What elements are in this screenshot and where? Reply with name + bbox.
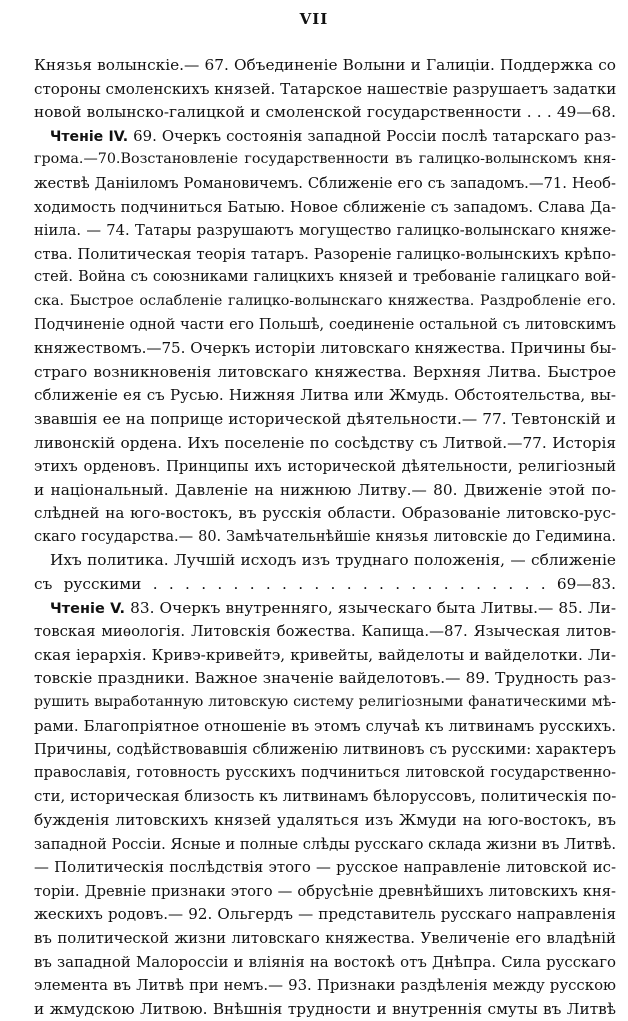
- line-text: Ихъ политика. Лучшій исходъ изъ труднаго положенія, — сближеніе: [50, 551, 616, 570]
- line-text: православія, готовность русскихъ подчиниться литовской государственно-: [34, 764, 616, 781]
- text-line: [34, 243, 616, 267]
- line-text: княжествомъ.—75. Очеркъ исторіи литовскаго княжества. Причины бы-: [34, 339, 616, 358]
- line-text: сти, историческая близость къ литвинамъ бѣлоруссовъ, политическія по-: [34, 787, 616, 806]
- text-line: [34, 148, 616, 172]
- line-text: ходимость подчиниться Батыю. Новое сближеніе съ западомъ. Слава Да-: [34, 197, 616, 216]
- text-line: [34, 597, 616, 621]
- text-line: [34, 833, 616, 857]
- line-text: ска. Быстрое ослабленіе галицко-волынскаго княжества. Раздробленіе его.: [34, 292, 616, 309]
- text-line: [34, 432, 616, 456]
- line-text: ства. Политическая теорія татаръ. Разореніе галицко-волынскихъ крѣпо-: [34, 244, 616, 263]
- text-line: [34, 738, 616, 762]
- text-line: [34, 549, 616, 573]
- line-text: въ политической жизни литовскаго княжества. Увеличеніе его владѣній: [34, 928, 616, 947]
- text-line: [34, 479, 616, 503]
- text-line: [34, 408, 616, 432]
- line-text: бужденія литовскихъ князей удаляться изъ Жмуди на юго-востокъ, въ: [34, 811, 616, 829]
- line-text: Подчиненіе одной части его Польшѣ, соединеніе остальной съ литовскимъ: [34, 316, 616, 333]
- line-text: элемента въ Литвѣ при немъ.— 93. Признаки раздѣленія между русскою: [34, 976, 616, 995]
- line-text: сближеніе ея съ Русью. Нижняя Литва или Жмудь. Обстоятельства, вы-: [34, 386, 616, 405]
- line-text: ская іерархія. Кривэ-кривейтэ, кривейты, вайделоты и вайделотки. Ли-: [34, 645, 616, 664]
- text-line: [34, 290, 616, 314]
- text-line: [34, 951, 616, 975]
- page-number: VII: [299, 10, 329, 28]
- lecture-label: Чтеніе V.: [50, 600, 125, 617]
- line-text: — Политическія послѣдствія этого — русское направленіе литовской ис-: [34, 858, 616, 877]
- line-text: ливонскій ордена. Ихъ поселеніе по сосѣдству съ Литвой.—77. Исторія: [34, 433, 616, 452]
- line-text: слѣдней на юго-востокъ, въ русскія области. Образованіе литовско-рус-: [34, 504, 616, 523]
- text-line: [34, 196, 616, 220]
- text-line: [34, 903, 616, 927]
- text-line: [34, 927, 616, 951]
- line-text: рами. Благопріятное отношеніе въ этомъ случаѣ къ литвинамъ русскихъ.: [34, 716, 616, 735]
- text-line: [34, 384, 616, 408]
- text-line: [34, 172, 616, 196]
- text-line: [34, 715, 616, 739]
- line-text: этихъ орденовъ. Принципы ихъ исторической дѣятельности, религіозный: [34, 458, 616, 476]
- line-text: и національный. Давленіе на нижнюю Литву.— 80. Движеніе этой по-: [34, 480, 616, 499]
- line-text: торіи. Древніе признаки этого — обрусѣніе древнѣйшихъ литовскихъ кня-: [34, 882, 616, 900]
- text-line: [34, 361, 616, 385]
- line-text: товскіе праздники. Важное значеніе вайделотовъ.— 89. Трудность раз-: [34, 669, 616, 688]
- text-line: [34, 785, 616, 809]
- text-line: [34, 880, 616, 904]
- line-text: новой волынско-галицкой и смоленской государственности . . . 49—68.: [34, 103, 616, 122]
- text-line: [34, 691, 616, 715]
- line-text: жествѣ Даніиломъ Романовичемъ. Сближеніе его съ западомъ.—71. Необ-: [34, 174, 616, 192]
- line-text: звавшія ее на поприще исторической дѣятельности.— 77. Тевтонскій и: [34, 409, 616, 428]
- text-line: [34, 455, 616, 479]
- text-line: [34, 644, 616, 668]
- text-line: [34, 526, 616, 550]
- line-text: товская миѳологія. Литовскія божества. Капища.—87. Языческая литов-: [34, 622, 616, 641]
- text-line: [34, 78, 616, 102]
- text-line: [34, 762, 616, 786]
- text-line: [34, 809, 616, 833]
- lecture-label: Чтеніе IV.: [50, 128, 129, 145]
- line-text: съ русскими . . . . . . . . . . . . . . . . . . . . . . . . . 69—83.: [34, 575, 616, 594]
- text-line: [34, 101, 616, 125]
- line-text: въ западной Малороссіи и вліянія на востокѣ отъ Днѣпра. Сила русскаго: [34, 952, 616, 971]
- line-text: стороны смоленскихъ князей. Татарское нашествіе разрушаетъ задатки: [34, 79, 616, 98]
- text-line: [34, 502, 616, 526]
- line-text: страго возникновенія литовскаго княжества. Верхняя Литва. Быстрое: [34, 362, 616, 381]
- text-line: [34, 573, 616, 597]
- line-text: стей. Война съ союзниками галицкихъ князей и требованіе галицкаго вой-: [34, 269, 616, 286]
- text-line: [34, 667, 616, 691]
- line-text: Причины, содѣйствовавшія сближенію литвиновъ съ русскими: характеръ: [34, 741, 616, 759]
- text-line: [34, 314, 616, 338]
- line-text: западной Россіи. Ясные и полные слѣды русскаго склада жизни въ Литвѣ.: [34, 835, 616, 853]
- text-line: [34, 856, 616, 880]
- text-line: [34, 54, 616, 78]
- line-text: скаго государства.— 80. Замѣчательнѣйшіе князья литовскіе до Гедимина.: [34, 528, 616, 545]
- line-text: грома.—70.Возстановленіе государственности въ галицко-волынскомъ кня-: [34, 151, 616, 168]
- line-text: и жмудскою Литвою. Внѣшнія трудности и внутреннія смуты въ Литвѣ: [34, 999, 616, 1018]
- text-line: [34, 125, 616, 149]
- line-text: ніила. — 74. Татары разрушаютъ могущество галицко-волынскаго княже-: [34, 222, 616, 240]
- text-line: [34, 974, 616, 998]
- line-text: 83. Очеркъ внутренняго, языческаго быта Литвы.— 85. Ли-: [124, 598, 616, 617]
- text-line: [34, 998, 616, 1021]
- line-text: рушить выработанную литовскую систему религіозными фанатическими мѣ-: [34, 694, 616, 711]
- line-text: 69. Очеркъ состоянія западной Россіи послѣ татарскаго раз-: [128, 126, 616, 145]
- text-line: [34, 219, 616, 243]
- line-text: жескихъ родовъ.— 92. Ольгердъ — представитель русскаго направленія: [34, 905, 616, 924]
- text-line: [34, 337, 616, 361]
- table-of-contents-text: [34, 54, 616, 1021]
- line-text: Князья волынскіе.— 67. Объединеніе Волыни и Галиціи. Поддержка со: [34, 56, 616, 74]
- text-line: [34, 620, 616, 644]
- text-line: [34, 266, 616, 290]
